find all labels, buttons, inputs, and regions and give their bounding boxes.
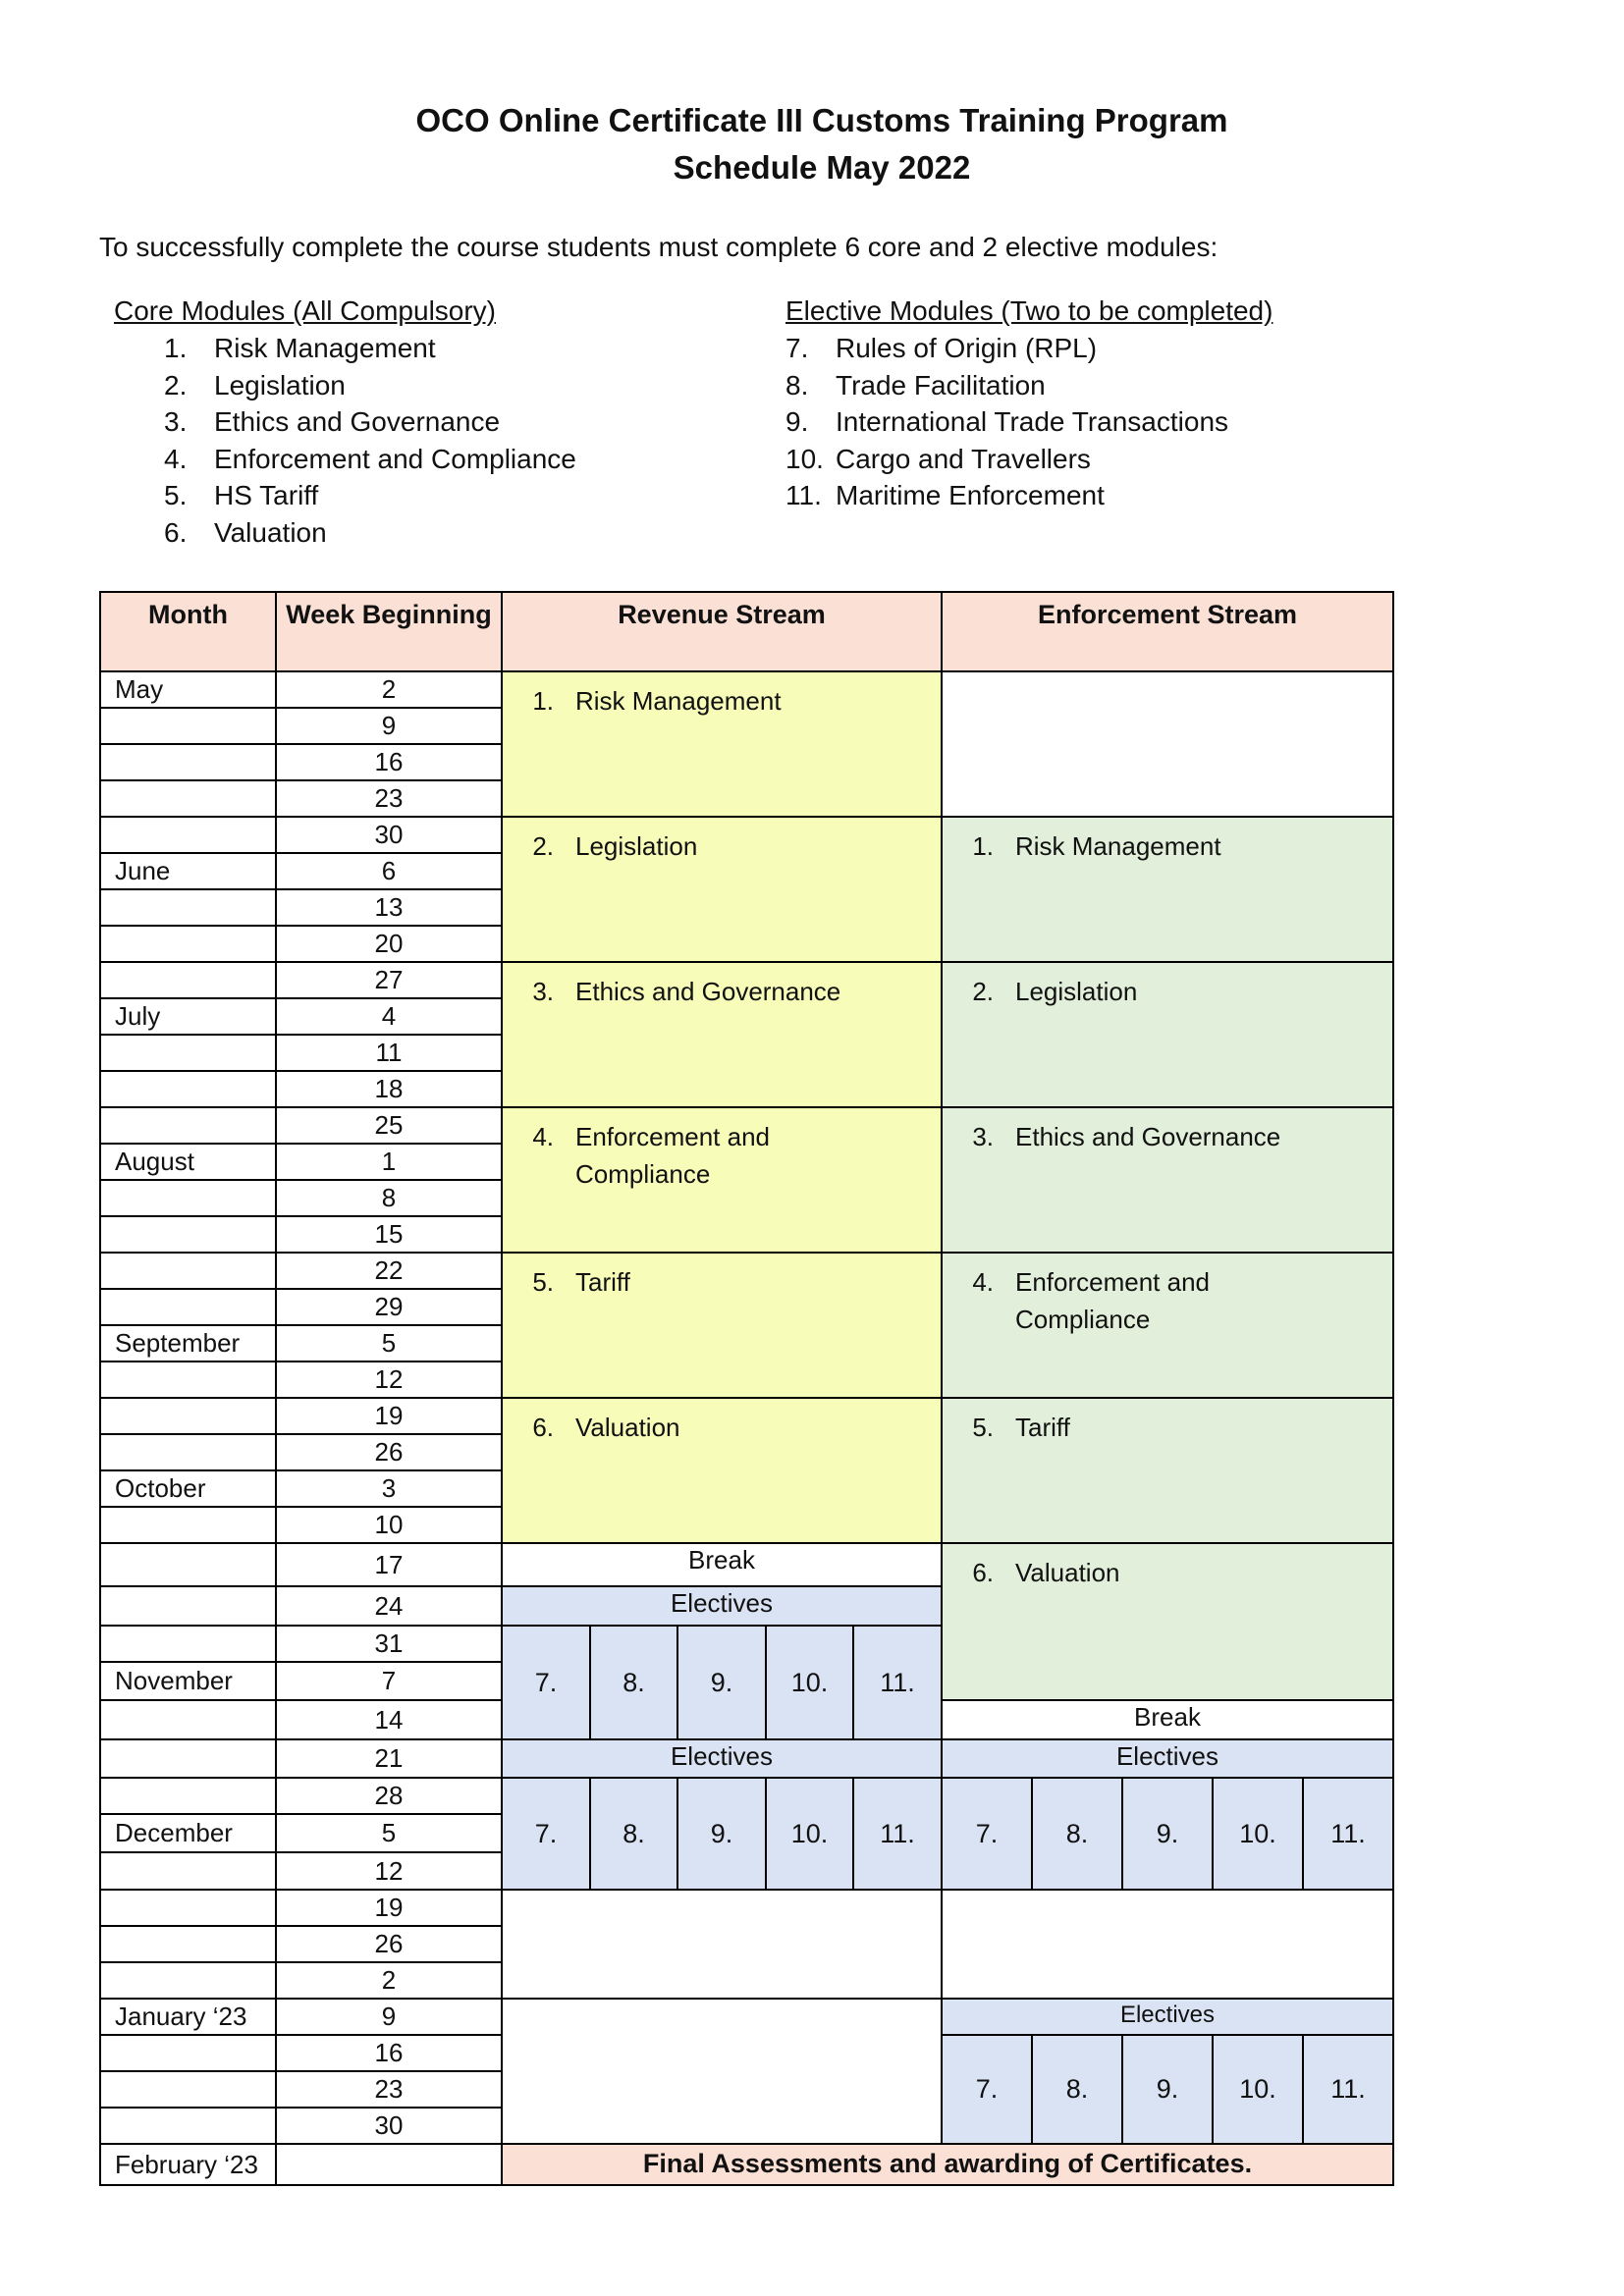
month-cell: May [99,670,277,709]
core-modules-list [164,330,576,552]
week-cell: 14 [275,1699,503,1740]
month-cell [99,1925,277,1963]
enforcement-electives-label: Electives [941,1738,1394,1779]
month-cell [99,1542,277,1587]
module-title [1015,1409,1310,1446]
module-title [575,1118,870,1193]
week-cell: 5 [275,1813,503,1853]
enforcement-electives-label-2: Electives [941,1998,1394,2036]
enforcement-module-block [941,1542,1394,1701]
month-cell [99,1106,277,1145]
module-title [575,682,870,720]
month-cell [99,1288,277,1326]
module-title-line1: Enforcement and [1015,1267,1211,1297]
module-label: Maritime Enforcement [836,480,1105,511]
module-number: 1. [972,831,994,861]
revenue-block1-elective-8: 8. [589,1625,678,1740]
week-cell: 1 [275,1143,503,1181]
module-title [1015,973,1310,1010]
week-cell: 30 [275,816,503,854]
month-cell [99,816,277,854]
header-month: Month [99,591,277,672]
module-number: 1. [164,333,188,363]
week-cell: 25 [275,1106,503,1145]
module-number: 11. [785,480,822,511]
final-assessments-banner: Final Assessments and awarding of Certificates. [501,2143,1394,2186]
week-cell: 11 [275,1034,503,1072]
month-cell: February ‘23 [99,2143,277,2186]
month-cell [99,707,277,745]
header-week-beginning: Week Beginning [275,591,503,672]
module-number: 4. [972,1267,994,1297]
month-cell: November [99,1661,277,1701]
elective-module-item [785,403,1228,441]
enforcement-block2-elective-7: 7. [941,2034,1033,2145]
month-cell [99,925,277,963]
header-enforcement-stream: Enforcement Stream [941,591,1394,672]
revenue-electives-label: Electives [501,1585,943,1627]
enforcement-block1-elective-8: 8. [1031,1777,1123,1891]
module-number: 3. [972,1122,994,1151]
week-cell: 26 [275,1433,503,1471]
month-cell [99,888,277,927]
month-cell [99,1961,277,2000]
week-cell: 18 [275,1070,503,1108]
week-cell: 21 [275,1738,503,1779]
module-title [575,1409,870,1446]
elective-modules-heading: Elective Modules (Two to be completed) [785,295,1273,326]
module-label: Trade Facilitation [836,369,1046,400]
revenue-block1-elective-10: 10. [765,1625,854,1740]
month-cell [99,1889,277,1927]
enforcement-empty-block-2 [941,1889,1394,2000]
week-cell: 27 [275,961,503,999]
revenue-block2-elective-8: 8. [589,1777,678,1891]
month-cell [99,779,277,818]
revenue-module-block [501,1106,943,1254]
week-cell: 20 [275,925,503,963]
month-cell: October [99,1469,277,1508]
week-cell: 12 [275,1851,503,1891]
module-label: Risk Management [214,333,436,363]
module-label: Rules of Origin (RPL) [836,333,1098,363]
core-modules-heading: Core Modules (All Compulsory) [114,295,497,326]
month-cell [99,2070,277,2109]
page-title: OCO Online Certificate III Customs Training Program [415,102,1228,138]
module-title-line2: Compliance [575,1159,711,1189]
revenue-block1-elective-9: 9. [677,1625,767,1740]
module-number: 6. [532,1413,554,1442]
revenue-block1-elective-7: 7. [501,1625,591,1740]
module-title-line1: Valuation [575,1413,680,1442]
week-cell: 19 [275,1889,503,1927]
enforcement-block1-elective-11: 11. [1302,1777,1394,1891]
week-cell: 29 [275,1288,503,1326]
week-cell: 15 [275,1215,503,1254]
module-title-line1: Ethics and Governance [1015,1122,1281,1151]
enforcement-empty-block [941,670,1394,818]
week-cell: 9 [275,1998,503,2036]
revenue-block2-elective-7: 7. [501,1777,591,1891]
module-label: Valuation [214,516,327,548]
week-cell: 23 [275,2070,503,2109]
module-number: 2. [532,831,554,861]
page-subtitle: Schedule May 2022 [673,149,971,186]
month-cell [99,1397,277,1435]
month-cell [99,1738,277,1779]
month-cell [99,1433,277,1471]
week-cell: 5 [275,1324,503,1362]
module-title [1015,1118,1310,1155]
core-module-item [164,403,576,441]
module-title-line1: Ethics and Governance [575,977,841,1006]
week-cell: 16 [275,743,503,781]
enforcement-module-block [941,1397,1394,1544]
week-cell: 12 [275,1361,503,1399]
module-title [1015,828,1310,865]
week-cell: 3 [275,1469,503,1508]
module-number: 5. [532,1267,554,1297]
core-module-item [164,441,576,478]
module-label: Ethics and Governance [214,406,501,438]
enforcement-module-block [941,961,1394,1108]
month-cell: June [99,852,277,890]
enforcement-module-block [941,816,1394,963]
month-cell [99,1215,277,1254]
module-label: Legislation [214,369,346,400]
week-cell: 19 [275,1397,503,1435]
module-title-line1: Tariff [1015,1413,1070,1442]
month-cell: September [99,1324,277,1362]
week-cell: 31 [275,1625,503,1663]
elective-module-item [785,441,1228,478]
module-title [1015,1263,1310,1338]
month-cell: August [99,1143,277,1181]
module-number: 4. [532,1122,554,1151]
month-cell [99,1851,277,1891]
module-title [575,973,870,1010]
month-cell [99,1361,277,1399]
module-title [1015,1554,1310,1591]
week-cell [275,2143,503,2186]
module-number: 4. [164,443,188,474]
week-cell: 4 [275,997,503,1036]
module-number: 7. [785,333,809,363]
elective-modules-list [785,330,1228,514]
revenue-module-block [501,1252,943,1399]
month-cell [99,1777,277,1815]
elective-module-item [785,367,1228,404]
month-cell [99,2107,277,2145]
month-cell [99,1252,277,1290]
revenue-empty-block [501,1889,943,2000]
core-module-item [164,477,576,514]
core-module-item [164,514,576,552]
revenue-block2-elective-11: 11. [852,1777,943,1891]
month-cell [99,743,277,781]
revenue-module-block [501,961,943,1108]
module-number: 6. [972,1558,994,1587]
intro-text: To successfully complete the course students must complete 6 core and 2 elective modules: [99,232,1218,262]
core-module-item [164,330,576,367]
enforcement-module-block [941,1252,1394,1399]
module-number: 2. [972,977,994,1006]
week-cell: 16 [275,2034,503,2072]
module-number: 10. [785,443,824,474]
month-cell [99,1625,277,1663]
week-cell: 23 [275,779,503,818]
revenue-block1-elective-11: 11. [852,1625,943,1740]
module-title-line1: Risk Management [1015,831,1221,861]
month-cell [99,1585,277,1627]
week-cell: 8 [275,1179,503,1217]
month-cell: January ‘23 [99,1998,277,2036]
enforcement-block2-elective-9: 9. [1121,2034,1214,2145]
month-cell [99,961,277,999]
module-label: HS Tariff [214,480,319,511]
module-title-line1: Enforcement and [575,1122,771,1151]
month-cell [99,2034,277,2072]
module-title [575,1263,870,1301]
enforcement-block1-elective-9: 9. [1121,1777,1214,1891]
month-cell [99,1179,277,1217]
revenue-break: Break [501,1542,943,1587]
week-cell: 26 [275,1925,503,1963]
enforcement-block2-elective-10: 10. [1212,2034,1304,2145]
revenue-empty-block-2 [501,1998,943,2145]
month-cell: December [99,1813,277,1853]
week-cell: 22 [275,1252,503,1290]
revenue-block2-elective-10: 10. [765,1777,854,1891]
revenue-block2-elective-9: 9. [677,1777,767,1891]
module-title-line1: Tariff [575,1267,630,1297]
module-number: 3. [532,977,554,1006]
enforcement-block2-elective-11: 11. [1302,2034,1394,2145]
month-cell [99,1506,277,1544]
revenue-module-block [501,816,943,963]
month-cell: July [99,997,277,1036]
enforcement-block2-elective-8: 8. [1031,2034,1123,2145]
module-number: 6. [164,516,188,548]
week-cell: 10 [275,1506,503,1544]
module-label: International Trade Transactions [836,406,1229,438]
enforcement-block1-elective-7: 7. [941,1777,1033,1891]
module-number: 2. [164,369,188,400]
week-cell: 7 [275,1661,503,1701]
week-cell: 2 [275,670,503,709]
week-cell: 13 [275,888,503,927]
week-cell: 24 [275,1585,503,1627]
module-title-line1: Valuation [1015,1558,1120,1587]
module-number: 8. [785,369,809,400]
week-cell: 6 [275,852,503,890]
week-cell: 9 [275,707,503,745]
elective-module-item [785,477,1228,514]
module-number: 1. [532,686,554,716]
module-title-line2: Compliance [1015,1305,1151,1334]
module-title [575,828,870,865]
module-number: 9. [785,406,809,438]
module-number: 3. [164,406,188,438]
enforcement-break: Break [941,1699,1394,1740]
module-title-line1: Risk Management [575,686,782,716]
week-cell: 17 [275,1542,503,1587]
module-number: 5. [972,1413,994,1442]
module-label: Enforcement and Compliance [214,443,576,474]
month-cell [99,1070,277,1108]
header-revenue-stream: Revenue Stream [501,591,943,672]
month-cell [99,1699,277,1740]
module-title-line1: Legislation [1015,977,1138,1006]
enforcement-block1-elective-10: 10. [1212,1777,1304,1891]
enforcement-module-block [941,1106,1394,1254]
core-module-item [164,367,576,404]
module-label: Cargo and Travellers [836,443,1091,474]
elective-module-item [785,330,1228,367]
module-title-line1: Legislation [575,831,698,861]
module-number: 5. [164,480,188,511]
revenue-module-block [501,1397,943,1544]
month-cell [99,1034,277,1072]
revenue-module-block [501,670,943,818]
week-cell: 30 [275,2107,503,2145]
week-cell: 2 [275,1961,503,2000]
week-cell: 28 [275,1777,503,1815]
revenue-electives-label-2: Electives [501,1738,943,1779]
